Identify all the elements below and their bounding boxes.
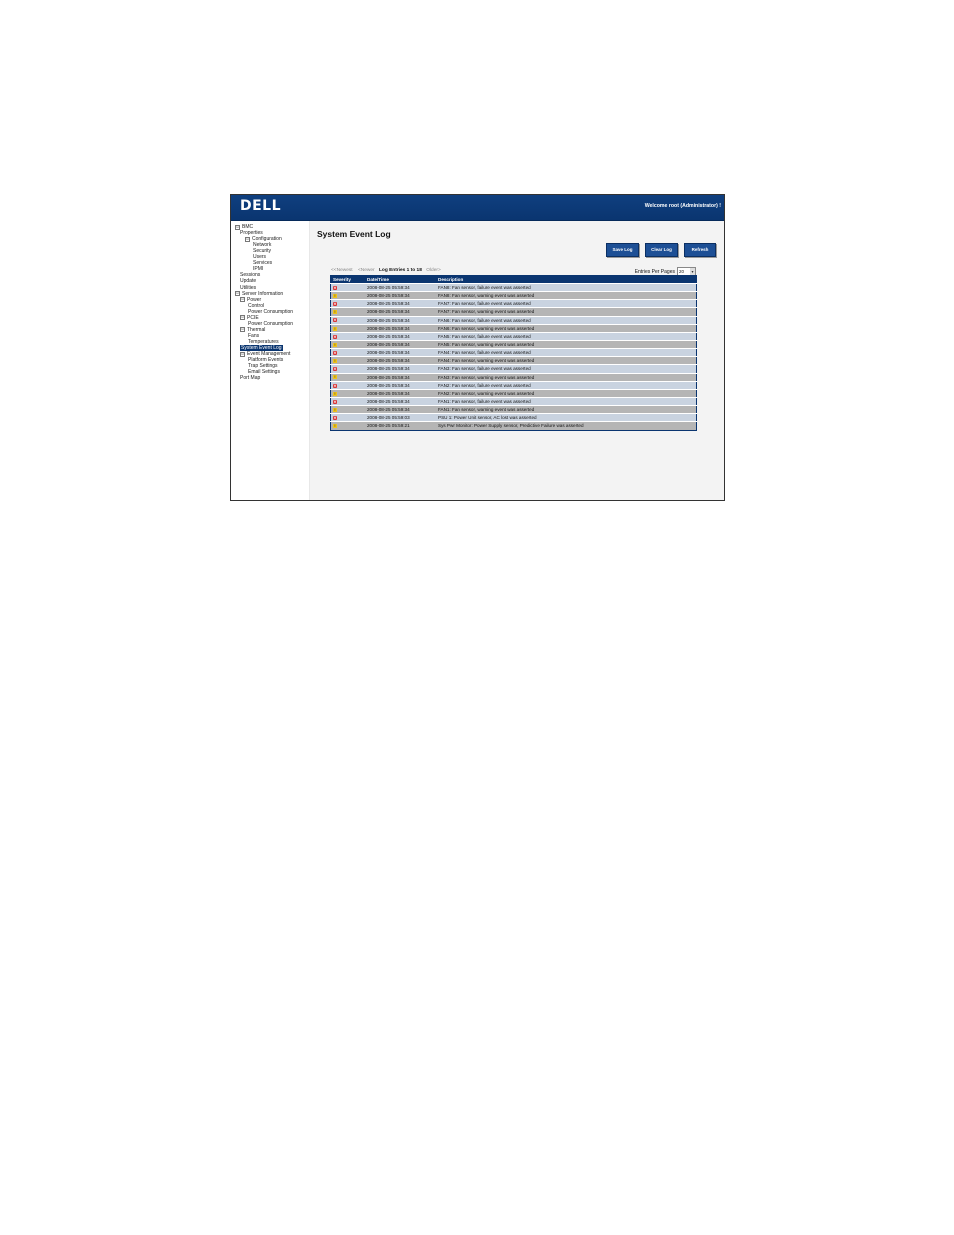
table-row (331, 406, 697, 414)
severity-cell (331, 397, 366, 405)
bmc-window (230, 194, 725, 501)
sidebar-item-label: Users (253, 254, 267, 261)
description-cell: FAN7: Fan sensor, warning event was asserted (436, 308, 697, 316)
table-row (331, 292, 697, 300)
critical-icon: ✕ (333, 318, 337, 323)
sidebar-item-label: Platform Events (248, 357, 284, 364)
critical-icon: ✕ (333, 399, 337, 404)
table-row (331, 316, 697, 324)
datetime-cell: 2008-08-25 05:59:34 (365, 365, 436, 373)
severity-cell (331, 389, 366, 397)
sidebar-item-label: PCIE (247, 314, 259, 321)
sidebar-item-label: Utilities (240, 284, 257, 291)
table-row (331, 389, 697, 397)
description-cell: FAN3: Fan sensor, warning event was asserted (436, 373, 697, 381)
severity-cell (331, 284, 366, 292)
welcome-text: Welcome root (Administrator) ! (644, 203, 721, 209)
collapse-icon[interactable]: ⊟ (246, 236, 249, 241)
sidebar-item-label: Thermal (247, 326, 266, 333)
datetime-cell: 2008-08-25 05:59:34 (365, 349, 436, 357)
description-cell: FAN4: Fan sensor, failure event was asserted (436, 349, 697, 357)
description-column-header[interactable]: Description (436, 276, 697, 284)
description-cell: FAN4: Fan sensor, warning event was asserted (436, 357, 697, 365)
severity-cell (331, 316, 366, 324)
table-row (331, 300, 697, 308)
sidebar-item-label: Trap Settings (248, 363, 278, 370)
refresh-button[interactable]: Refresh (684, 243, 716, 257)
log-entries-range: Log Entries 1 to 18 (378, 268, 422, 273)
description-cell: FAN8: Fan sensor, failure event was asserted (436, 284, 697, 292)
sidebar-item-label: Power Consumption (248, 308, 294, 315)
table-row (331, 308, 697, 316)
critical-icon: ✕ (333, 285, 337, 290)
sidebar-item-label: Event Management (247, 351, 291, 358)
datetime-cell: 2008-08-25 05:59:34 (365, 292, 436, 300)
sidebar-item-label: Services (253, 260, 273, 267)
datetime-cell: 2008-08-25 05:59:34 (365, 389, 436, 397)
severity-cell (331, 381, 366, 389)
datetime-cell: 2008-08-25 05:59:34 (365, 406, 436, 414)
description-cell: Sys Pwr Monitor: Power Supply sensor, Predictive Failure was asserted (436, 422, 697, 430)
warning-icon: ! (334, 359, 336, 364)
sidebar-item-label: Properties (240, 230, 263, 237)
table-row (331, 332, 697, 340)
warning-icon: ! (334, 375, 336, 380)
sidebar-item-label: System Event Log (241, 345, 282, 351)
critical-icon: ✕ (333, 334, 337, 339)
sidebar-item-label: Temperatures (248, 338, 279, 345)
severity-cell (331, 414, 366, 422)
warning-icon: ! (334, 310, 336, 315)
description-cell: FAN8: Fan sensor, warning event was asserted (436, 292, 697, 300)
page-title: System Event Log (317, 229, 391, 239)
description-cell: FAN6: Fan sensor, warning event was asserted (436, 324, 697, 332)
table-row (331, 349, 697, 357)
severity-cell (331, 308, 366, 316)
sidebar-tree (231, 221, 310, 500)
datetime-column-header[interactable]: Date/Time (365, 276, 436, 284)
table-header-row (331, 276, 697, 284)
datetime-cell: 2008-08-25 05:59:34 (365, 381, 436, 389)
severity-cell (331, 373, 366, 381)
description-cell: FAN7: Fan sensor, failure event was asserted (436, 300, 697, 308)
older-link[interactable]: Older> (426, 268, 441, 273)
top-banner (231, 195, 724, 221)
critical-icon: ✕ (333, 367, 337, 372)
datetime-cell: 2008-08-25 05:59:34 (365, 300, 436, 308)
sidebar-item-label: Network (253, 242, 272, 249)
table-row (331, 365, 697, 373)
sidebar-item-label: Update (240, 278, 257, 285)
datetime-cell: 2008-08-25 05:59:34 (365, 340, 436, 348)
warning-icon: ! (334, 293, 336, 298)
severity-cell (331, 357, 366, 365)
table-row (331, 373, 697, 381)
collapse-icon[interactable]: ⊟ (241, 315, 244, 320)
sidebar-item-label: IPMI (253, 266, 264, 273)
entries-per-page-value: 20 (679, 269, 685, 274)
critical-icon: ✕ (333, 302, 337, 307)
table-row (331, 381, 697, 389)
datetime-cell: 2008-08-25 05:59:21 (365, 422, 436, 430)
datetime-cell: 2008-08-25 05:59:03 (365, 414, 436, 422)
save-log-button[interactable]: Save Log (606, 243, 639, 257)
entries-per-page-label: Entries Per Pages (634, 268, 675, 275)
warning-icon: ! (334, 391, 336, 396)
severity-cell (331, 340, 366, 348)
warning-icon: ! (334, 407, 336, 412)
collapse-icon[interactable]: ⊟ (236, 224, 239, 229)
warning-icon: ! (334, 342, 336, 347)
table-row (331, 357, 697, 365)
sidebar-item-label: Power Consumption (248, 320, 294, 327)
table-row (331, 397, 697, 405)
warning-icon: ! (334, 326, 336, 331)
collapse-icon[interactable]: ⊟ (241, 297, 244, 302)
severity-column-header[interactable]: Severity (331, 276, 366, 284)
main-content (310, 221, 724, 500)
sidebar-item[interactable] (240, 375, 260, 381)
datetime-cell: 2008-08-25 05:59:34 (365, 308, 436, 316)
clear-log-button[interactable]: Clear Log (645, 243, 678, 257)
table-row (331, 414, 697, 422)
event-log-table (330, 275, 697, 431)
datetime-cell: 2008-08-25 05:59:34 (365, 373, 436, 381)
sidebar-item-label: Power (247, 296, 262, 303)
description-cell: FAN2: Fan sensor, warning event was asserted (436, 389, 697, 397)
event-log-body (331, 284, 697, 431)
description-cell: FAN6: Fan sensor, failure event was asserted (436, 316, 697, 324)
table-row (331, 340, 697, 348)
datetime-cell: 2008-08-25 05:59:34 (365, 357, 436, 365)
collapse-icon[interactable]: ⊟ (236, 291, 239, 296)
severity-cell (331, 406, 366, 414)
critical-icon: ✕ (333, 383, 337, 388)
chevron-down-icon: ▾ (691, 269, 694, 274)
datetime-cell: 2008-08-25 05:59:34 (365, 284, 436, 292)
severity-cell (331, 292, 366, 300)
severity-cell (331, 332, 366, 340)
severity-cell (331, 300, 366, 308)
collapse-icon[interactable]: ⊟ (241, 351, 244, 356)
description-cell: FAN5: Fan sensor, failure event was asserted (436, 332, 697, 340)
severity-cell (331, 324, 366, 332)
collapse-icon[interactable]: ⊟ (241, 327, 244, 332)
description-cell: FAN1: Fan sensor, failure event was asserted (436, 397, 697, 405)
table-row (331, 324, 697, 332)
sidebar-item-label: Configuration (252, 236, 282, 243)
description-cell: PSU 1: Power Unit sensor, AC lost was asserted (436, 414, 697, 422)
description-cell: FAN2: Fan sensor, failure event was asserted (436, 381, 697, 389)
sidebar-item-label: Sessions (240, 272, 261, 279)
critical-icon: ✕ (333, 416, 337, 421)
datetime-cell: 2008-08-25 05:59:34 (365, 332, 436, 340)
pagination-nav (331, 268, 441, 273)
table-row (331, 284, 697, 292)
dell-logo: DELL (240, 198, 282, 214)
datetime-cell: 2008-08-25 05:59:34 (365, 324, 436, 332)
sidebar-item-label: BMC (242, 224, 254, 230)
datetime-cell: 2008-08-25 05:59:34 (365, 397, 436, 405)
sidebar-item-label: Fans (248, 332, 260, 339)
description-cell: FAN5: Fan sensor, warning event was asserted (436, 340, 697, 348)
severity-cell (331, 365, 366, 373)
newer-link[interactable]: <Newer (357, 268, 375, 273)
severity-cell (331, 422, 366, 430)
severity-cell (331, 349, 366, 357)
datetime-cell: 2008-08-25 05:59:34 (365, 316, 436, 324)
sidebar-item-label: Server Information (242, 290, 284, 297)
sidebar-item-label: Email Settings (248, 369, 280, 376)
critical-icon: ✕ (333, 350, 337, 355)
warning-icon: ! (334, 424, 336, 429)
sidebar-item-label: Security (253, 248, 272, 255)
sidebar-item-label: Control (248, 302, 265, 309)
table-row (331, 422, 697, 430)
description-cell: FAN1: Fan sensor, warning event was asserted (436, 406, 697, 414)
sidebar-item-label: Port Map (240, 375, 261, 382)
newest-link[interactable]: <<Newest (331, 268, 353, 273)
description-cell: FAN3: Fan sensor, failure event was asserted (436, 365, 697, 373)
